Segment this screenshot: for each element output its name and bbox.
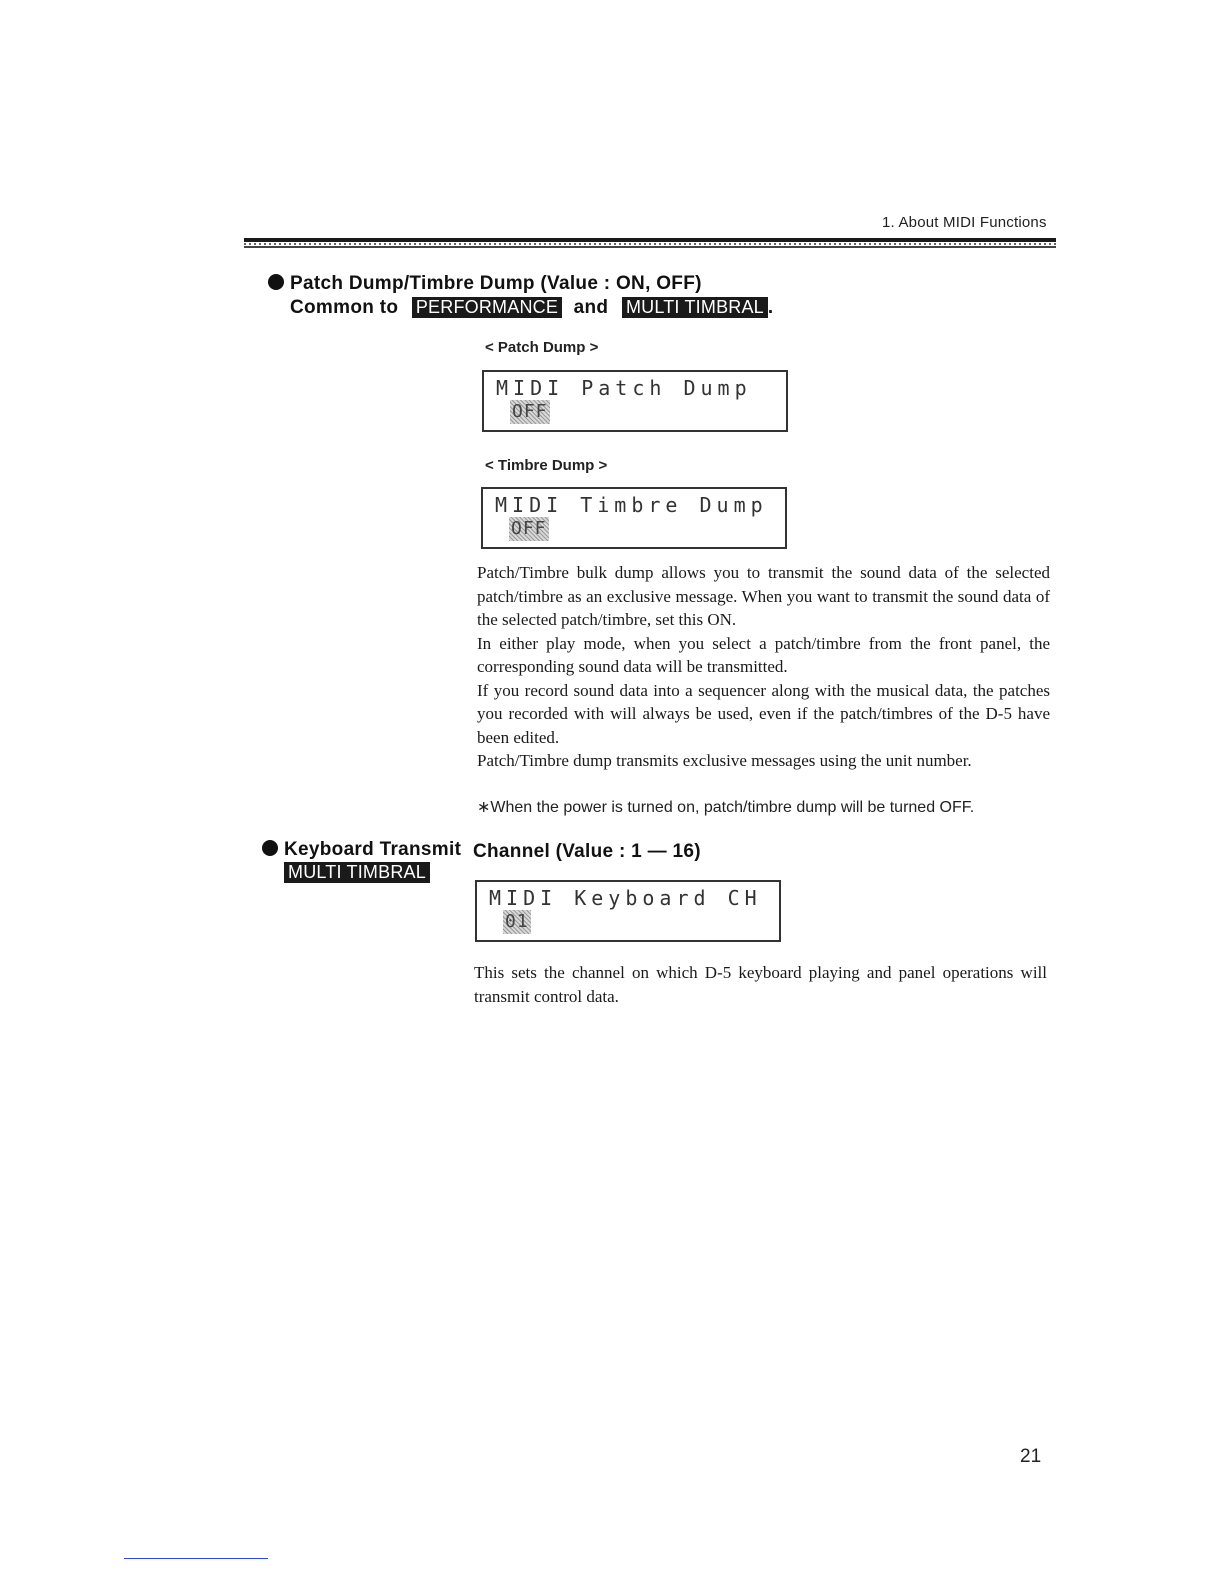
section1-paragraph: In either play mode, when you select a patch/timbre from the front panel, the corresponding sound data will be transmitted. xyxy=(477,633,1050,676)
patch-lcd-value: OFF xyxy=(512,401,548,422)
section2-tag-line xyxy=(284,862,430,884)
tag-multi-timbral: MULTI TIMBRAL xyxy=(622,297,768,318)
section2-title-right: Channel (Value : 1 — 16) xyxy=(473,841,701,862)
section1-note: ∗When the power is turned on, patch/timbre dump will be turned OFF. xyxy=(477,799,975,816)
patch-dump-lcd xyxy=(482,370,788,432)
section1-title: Patch Dump/Timbre Dump (Value : ON, OFF) xyxy=(290,273,702,294)
period: . xyxy=(767,297,774,318)
section2-heading xyxy=(262,839,461,861)
bullet-icon xyxy=(262,840,278,856)
section-header: 1. About MIDI Functions xyxy=(882,214,1047,231)
section1-body xyxy=(477,561,1050,773)
section1-heading xyxy=(268,273,702,295)
section2-title-left: Keyboard Transmit xyxy=(284,839,462,860)
timbre-dump-lcd xyxy=(481,487,787,549)
header-rule-thin xyxy=(244,246,1056,248)
tag-performance: PERFORMANCE xyxy=(412,297,562,318)
timbre-lcd-value: OFF xyxy=(511,518,547,539)
common-to-label: Common to xyxy=(290,297,399,318)
keyboard-lcd-line1: MIDI Keyboard CH xyxy=(489,886,762,910)
tag-multi-timbral: MULTI TIMBRAL xyxy=(284,862,430,883)
keyboard-lcd-value: 01 xyxy=(505,911,529,932)
timbre-dump-label: < Timbre Dump > xyxy=(485,457,608,474)
section1-common-line xyxy=(290,297,773,319)
section1-paragraph: Patch/Timbre dump transmits exclusive messages using the unit number. xyxy=(477,751,972,770)
section1-paragraph: If you record sound data into a sequencer along with the musical data, the patches you recorded with will always be used, even if the patch/timbres of the D-5 have been edited. xyxy=(477,680,1050,747)
timbre-lcd-line1: MIDI Timbre Dump xyxy=(495,493,768,517)
patch-dump-label: < Patch Dump > xyxy=(485,339,599,356)
section2-body: This sets the channel on which D-5 keyboard playing and panel operations will transmit control data. xyxy=(474,963,1047,1006)
bullet-icon xyxy=(268,274,284,290)
and-label: and xyxy=(573,297,609,318)
header-rule xyxy=(244,238,1056,242)
header-rule-dotted xyxy=(244,243,1056,245)
scan-artifact-line xyxy=(124,1558,268,1559)
patch-lcd-line1: MIDI Patch Dump xyxy=(496,376,752,400)
section1-paragraph: Patch/Timbre bulk dump allows you to transmit the sound data of the selected patch/timbre as an exclusive message. When you want to transmit the sound data of the selected patch/timbre, set this ON. xyxy=(477,563,1050,629)
page-number: 21 xyxy=(1020,1446,1042,1467)
keyboard-ch-lcd xyxy=(475,880,781,942)
